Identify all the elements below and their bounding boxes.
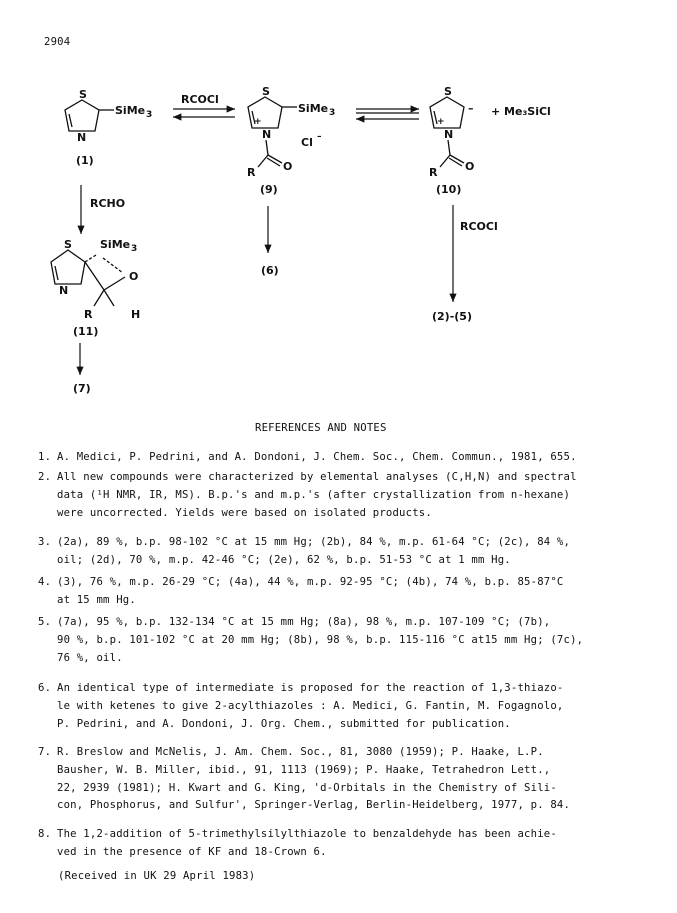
reference-line: at 15 mm Hg. xyxy=(57,593,136,606)
reference-number: 6. xyxy=(38,682,52,694)
svg-text:H: H xyxy=(131,308,141,321)
reference-item xyxy=(38,680,638,733)
svg-text:N: N xyxy=(262,128,272,141)
svg-text:N: N xyxy=(444,128,454,141)
reference-line: 22, 2939 (1981); H. Kwart and G. King, 'd-Orbitals in the Chemistry of Sili- xyxy=(57,781,557,794)
trimethylsilyl-group: SiMe xyxy=(115,104,146,117)
references-heading: REFERENCES AND NOTES xyxy=(255,422,387,434)
nitrogen-atom: N xyxy=(77,131,87,144)
arrow-rcho xyxy=(81,185,125,234)
svg-text:RCHO: RCHO xyxy=(90,197,126,210)
reference-line: A. Medici, P. Pedrini, and A. Dondoni, J. Chem. Soc., Chem. Commun., 1981, 655. xyxy=(57,451,577,463)
page-number: 2904 xyxy=(44,36,71,48)
reference-item xyxy=(38,534,638,570)
compound-label-11: (11) xyxy=(73,325,99,338)
reference-line: The 1,2-addition of 5-trimethylsilylthiazole to benzaldehyde has been achie- xyxy=(57,828,557,840)
svg-text:RCOCl: RCOCl xyxy=(460,220,498,233)
reference-line: R. Breslow and McNelis, J. Am. Chem. Soc., 81, 3080 (1959); P. Haake, L.P. xyxy=(57,746,544,758)
compound-label-2-5: (2)-(5) xyxy=(432,310,472,323)
svg-text:S: S xyxy=(64,238,72,251)
reference-line: were uncorrected. Yields were based on isolated products. xyxy=(57,506,432,519)
reference-number: 5. xyxy=(38,616,52,628)
compound-label-1: (1) xyxy=(76,154,94,167)
reference-line: All new compounds were characterized by elemental analyses (C,H,N) and spectral xyxy=(57,471,577,483)
compound-label-6: (6) xyxy=(261,264,279,277)
reference-item xyxy=(38,614,638,667)
svg-text:–: – xyxy=(317,132,322,142)
svg-text:O: O xyxy=(129,270,139,283)
compound-11 xyxy=(51,238,140,338)
svg-text:3: 3 xyxy=(131,244,138,254)
reference-number: 1. xyxy=(38,451,52,463)
svg-text:N: N xyxy=(59,284,69,297)
reference-line: con, Phosphorus, and Sulfur', Springer-Verlag, Berlin-Heidelberg, 1977, p. 84. xyxy=(57,799,571,812)
svg-text:SiMe: SiMe xyxy=(100,238,131,251)
reference-line: (3), 76 %, m.p. 26-29 °C; (4a), 44 %, m.p. 92-95 °C; (4b), 74 %, b.p. 85-87°C xyxy=(57,576,564,588)
svg-text:O: O xyxy=(465,160,475,173)
reference-line: oil; (2d), 70 %, m.p. 42-46 °C; (2e), 62 %, b.p. 51-53 °C at 1 mm Hg. xyxy=(57,553,511,566)
reference-line: (2a), 89 %, b.p. 98-102 °C at 15 mm Hg; (2b), 84 %, m.p. 61-64 °C; (2c), 84 %, xyxy=(57,536,571,548)
reference-item xyxy=(38,574,638,610)
svg-text:–: – xyxy=(468,102,474,115)
svg-text:+: + xyxy=(437,117,445,127)
reference-line: le with ketenes to give 2-acylthiazoles : A. Medici, G. Fantin, M. Fogagnolo, xyxy=(57,699,564,712)
svg-text:R: R xyxy=(429,166,438,179)
reference-line: 76 %, oil. xyxy=(57,651,123,664)
byproduct-me3sicl: + Me₃SiCl xyxy=(491,105,551,118)
reference-number: 2. xyxy=(38,471,52,483)
reference-number: 7. xyxy=(38,746,52,758)
compound-10 xyxy=(429,85,551,196)
compound-label-9: (9) xyxy=(260,183,278,196)
reference-item xyxy=(38,469,638,522)
reference-line: (7a), 95 %, b.p. 132-134 °C at 15 mm Hg; (8a), 98 %, m.p. 107-109 °C; (7b), xyxy=(57,616,551,628)
svg-text:R: R xyxy=(247,166,256,179)
reference-item xyxy=(38,826,638,862)
svg-text:+: + xyxy=(254,117,262,127)
chloride-ion: Cl xyxy=(301,136,313,149)
reference-line: Bausher, W. B. Miller, ibid., 91, 1113 (1969); P. Haake, Tetrahedron Lett., xyxy=(57,763,551,776)
reagent-label: RCOCl xyxy=(181,93,219,106)
svg-text:S: S xyxy=(262,85,270,98)
reference-number: 8. xyxy=(38,828,52,840)
svg-text:SiMe: SiMe xyxy=(298,102,329,115)
compound-9 xyxy=(247,85,335,196)
reference-line: data (¹H NMR, IR, MS). B.p.'s and m.p.'s (after crystallization from n-hexane) xyxy=(57,488,571,501)
compound-label-7: (7) xyxy=(73,382,91,395)
reference-line: An identical type of intermediate is proposed for the reaction of 1,3-thiazo- xyxy=(57,682,564,694)
equilibrium-arrow-1 xyxy=(173,93,235,117)
received-date: (Received in UK 29 April 1983) xyxy=(58,870,256,882)
sulfur-atom: S xyxy=(79,88,87,101)
svg-text:S: S xyxy=(444,85,452,98)
svg-text:O: O xyxy=(283,160,293,173)
compound-label-10: (10) xyxy=(436,183,462,196)
reference-number: 3. xyxy=(38,536,52,548)
reaction-scheme xyxy=(0,0,677,400)
equilibrium-arrow-2 xyxy=(356,109,419,119)
svg-text:R: R xyxy=(84,308,93,321)
compound-1 xyxy=(65,88,152,167)
reference-item xyxy=(38,449,638,467)
svg-text:3: 3 xyxy=(146,110,153,120)
reference-number: 4. xyxy=(38,576,52,588)
reference-line: ved in the presence of KF and 18-Crown 6. xyxy=(57,845,327,858)
reference-line: P. Pedrini, and A. Dondoni, J. Org. Chem., submitted for publication. xyxy=(57,717,511,730)
svg-text:3: 3 xyxy=(329,108,336,118)
reference-item xyxy=(38,744,638,815)
reference-line: 90 %, b.p. 101-102 °C at 20 mm Hg; (8b), 98 %, b.p. 115-116 °C at15 mm Hg; (7c), xyxy=(57,633,584,646)
